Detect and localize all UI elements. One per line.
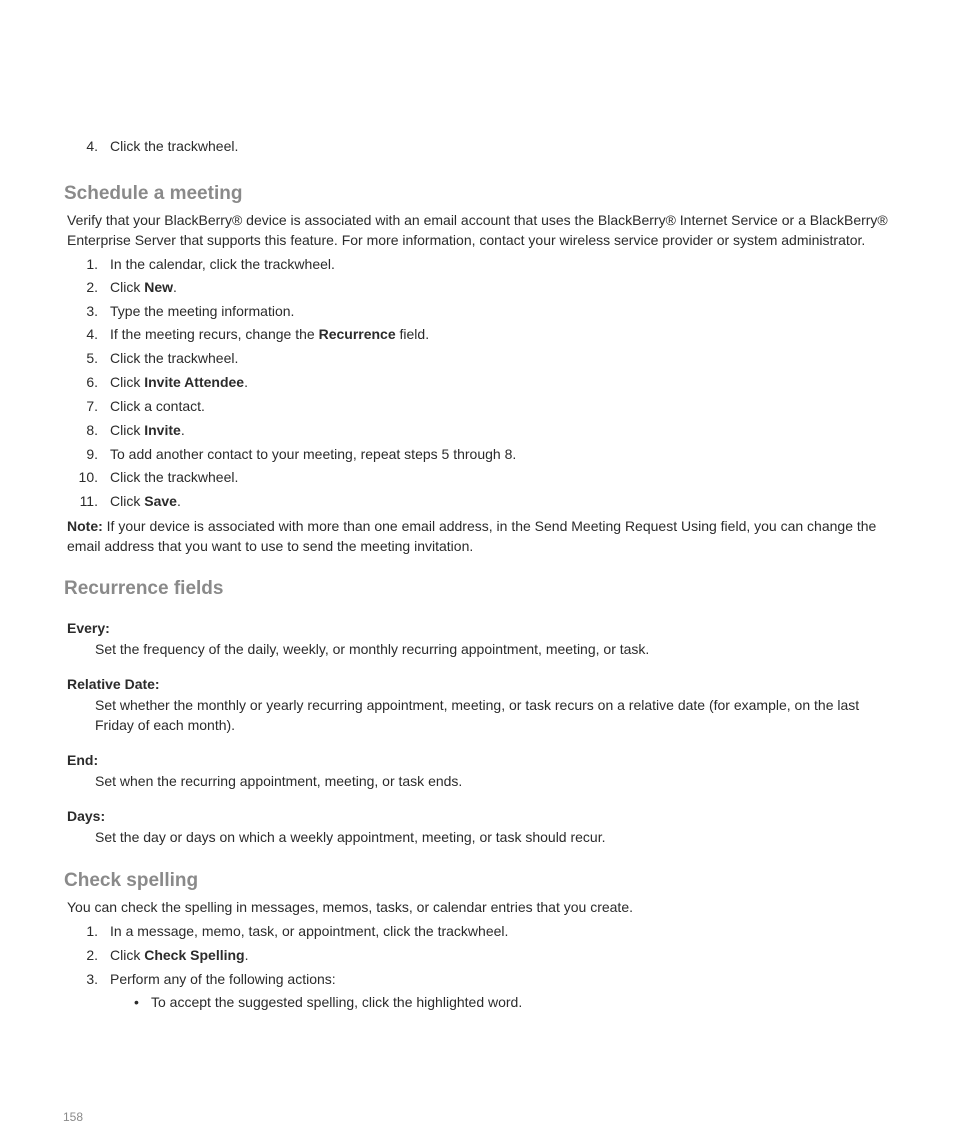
step-number: 1.	[86, 923, 98, 939]
step-number: 3.	[86, 303, 98, 319]
bullet-icon: •	[134, 994, 139, 1010]
field-definition: Set whether the monthly or yearly recurring appointment, meeting, or task recurs on a relative date (for example, on the last Friday of each month).	[95, 697, 860, 733]
step-number: 6.	[86, 374, 98, 390]
field-term: End:	[67, 752, 99, 768]
step-number: 5.	[86, 350, 98, 366]
schedule-intro: Verify that your BlackBerry® device is associated with an email account that uses the BlackBerry® Internet Service or a BlackBerry® Enterprise Server that supports this feature. For more information, contact your wireless service provider or system administrator.	[67, 212, 888, 248]
field-term: Days:	[67, 808, 106, 824]
step-number: 10.	[78, 469, 98, 485]
page-number: 158	[63, 1110, 84, 1124]
field-term: Relative Date:	[67, 676, 160, 692]
step-number: 7.	[86, 398, 98, 414]
step-number: 2.	[86, 279, 98, 295]
note-text: If your device is associated with more than one email address, in the Send Meeting Request Using field, you can change the email address that you want to use to send the meeting invitation.	[67, 518, 877, 554]
step-text: Click the trackwheel.	[110, 469, 239, 485]
note	[67, 516, 897, 556]
step-text: Click the trackwheel.	[110, 138, 239, 154]
note-label: Note:	[67, 518, 103, 534]
field-definition: Set when the recurring appointment, meeting, or task ends.	[95, 773, 463, 789]
step-text: To add another contact to your meeting, repeat steps 5 through 8.	[110, 446, 517, 462]
step-number: 4.	[86, 138, 98, 154]
field-definition: Set the day or days on which a weekly appointment, meeting, or task should recur.	[95, 829, 606, 845]
step-text: Perform any of the following actions:	[110, 971, 336, 987]
step-number: 3.	[86, 971, 98, 987]
section-heading-recurrence: Recurrence fields	[64, 578, 224, 599]
step-number: 8.	[86, 422, 98, 438]
step-text: Click Invite.	[110, 422, 185, 438]
step-text: Click New.	[110, 279, 177, 295]
spelling-intro: You can check the spelling in messages, memos, tasks, or calendar entries that you create.	[67, 899, 634, 915]
step-number: 4.	[86, 326, 98, 342]
section-heading-spelling: Check spelling	[64, 870, 199, 891]
step-number: 2.	[86, 947, 98, 963]
step-text: Type the meeting information.	[110, 303, 295, 319]
step-text: Click Check Spelling.	[110, 947, 249, 963]
step-number: 1.	[86, 256, 98, 272]
step-number: 11.	[79, 493, 98, 509]
step-text: Click the trackwheel.	[110, 350, 239, 366]
section-heading-schedule: Schedule a meeting	[64, 183, 243, 204]
field-definition: Set the frequency of the daily, weekly, or monthly recurring appointment, meeting, or task.	[95, 641, 650, 657]
step-text: In the calendar, click the trackwheel.	[110, 256, 335, 272]
step-number: 9.	[86, 446, 98, 462]
bullet-text: To accept the suggested spelling, click the highlighted word.	[151, 994, 523, 1010]
step-text: Click a contact.	[110, 398, 205, 414]
step-text: If the meeting recurs, change the Recurrence field.	[110, 326, 430, 342]
step-text: Click Invite Attendee.	[110, 374, 248, 390]
field-term: Every:	[67, 620, 110, 636]
step-text: In a message, memo, task, or appointment, click the trackwheel.	[110, 923, 509, 939]
step-text: Click Save.	[110, 493, 181, 509]
